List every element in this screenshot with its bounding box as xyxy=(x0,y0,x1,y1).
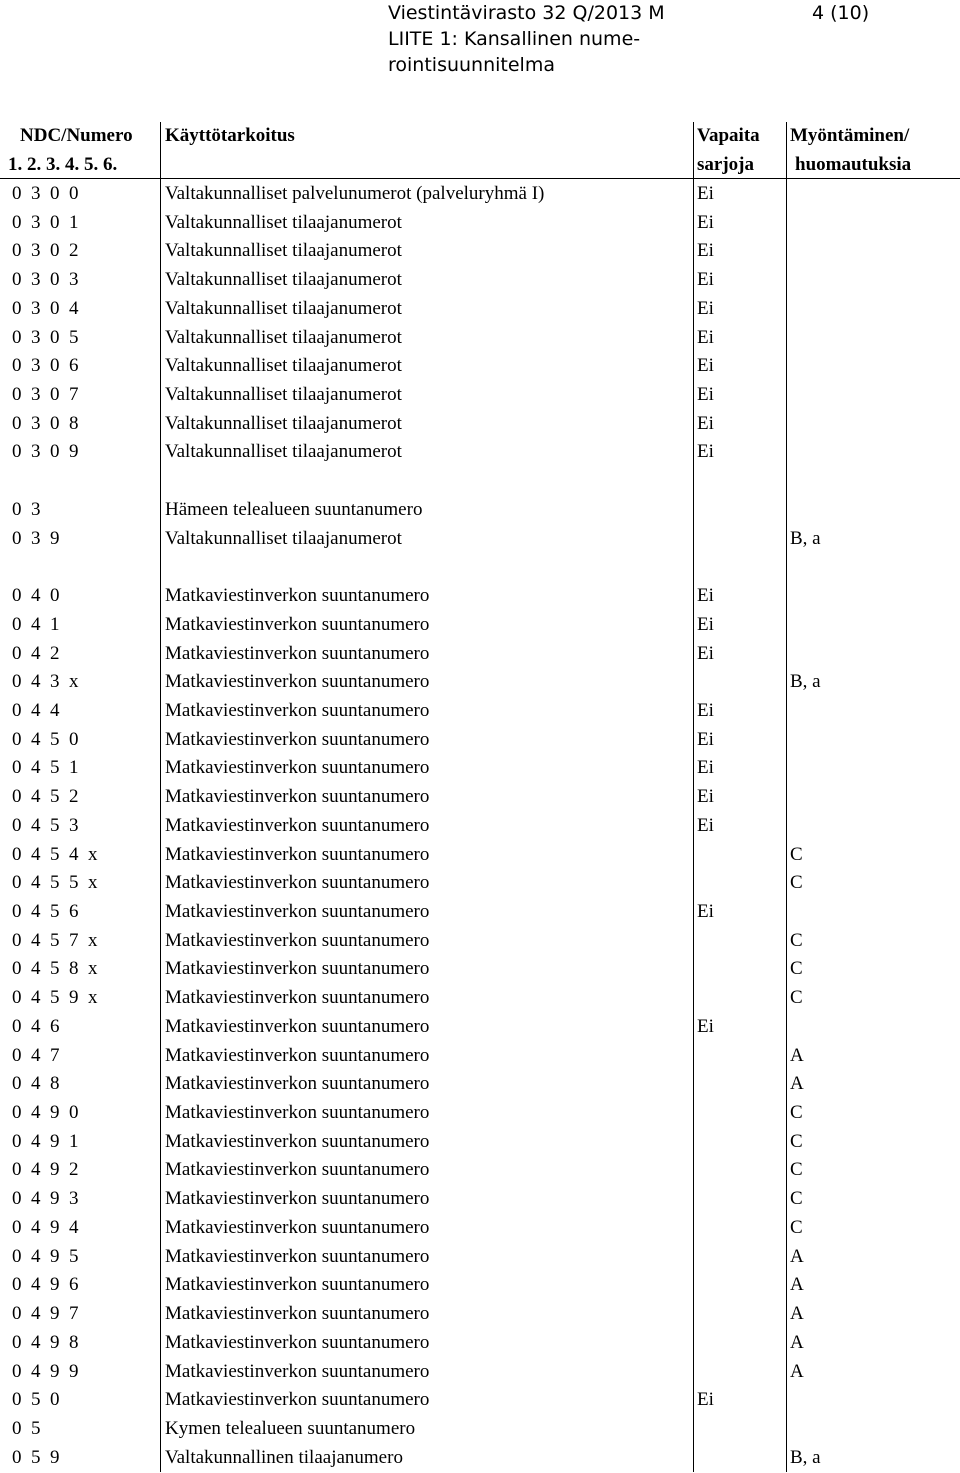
purpose-cell: Hämeen telealueen suuntanumero xyxy=(165,498,423,520)
free-series-cell: Ei xyxy=(697,814,714,836)
col-header-free-2: sarjoja xyxy=(697,154,754,175)
purpose-cell: Matkaviestinverkon suuntanumero xyxy=(165,843,430,865)
purpose-cell: Matkaviestinverkon suuntanumero xyxy=(165,1360,430,1382)
table-row xyxy=(0,955,960,984)
number-cell: 0 3 0 2 xyxy=(12,240,79,262)
table-row xyxy=(0,381,960,410)
purpose-cell: Matkaviestinverkon suuntanumero xyxy=(165,642,430,664)
purpose-cell: Valtakunnalliset tilaajanumerot xyxy=(165,269,402,291)
purpose-cell: Valtakunnalliset tilaajanumerot xyxy=(165,412,402,434)
remarks-cell: B, a xyxy=(790,527,821,549)
number-cell: 0 4 5 0 xyxy=(12,728,79,750)
table-row xyxy=(0,582,960,611)
free-series-cell: Ei xyxy=(697,183,714,204)
free-series-cell: Ei xyxy=(697,297,714,319)
table-row xyxy=(0,1042,960,1071)
free-series-cell: Ei xyxy=(697,412,714,434)
document-header xyxy=(388,0,665,78)
purpose-cell: Kymen telealueen suuntanumero xyxy=(165,1417,416,1439)
free-series-cell: Ei xyxy=(697,355,714,377)
free-series-cell: Ei xyxy=(697,613,714,635)
purpose-cell: Valtakunnalliset tilaajanumerot xyxy=(165,441,402,463)
number-cell: 0 4 5 5 x xyxy=(12,872,98,894)
table-row xyxy=(0,1415,960,1444)
remarks-cell: B, a xyxy=(790,671,821,693)
table-row xyxy=(0,209,960,238)
free-series-cell: Ei xyxy=(697,642,714,664)
table-row xyxy=(0,324,960,353)
number-cell: 0 3 9 xyxy=(12,527,60,549)
table-row xyxy=(0,754,960,783)
table-row xyxy=(0,352,960,381)
free-series-cell: Ei xyxy=(697,269,714,291)
table-row xyxy=(0,898,960,927)
table-row xyxy=(0,1271,960,1300)
number-cell: 0 4 2 xyxy=(12,642,60,664)
table-row xyxy=(0,697,960,726)
number-cell: 0 5 0 xyxy=(12,1389,60,1411)
remarks-cell: C xyxy=(790,1102,803,1124)
purpose-cell: Valtakunnalliset tilaajanumerot xyxy=(165,297,402,319)
number-cell: 0 4 7 xyxy=(12,1044,60,1066)
purpose-cell: Matkaviestinverkon suuntanumero xyxy=(165,1245,430,1267)
number-cell: 0 4 5 6 xyxy=(12,901,79,922)
table-row xyxy=(0,410,960,439)
free-series-cell: Ei xyxy=(697,901,714,922)
free-series-cell: Ei xyxy=(697,757,714,779)
table-row xyxy=(0,668,960,697)
purpose-cell: Matkaviestinverkon suuntanumero xyxy=(165,987,430,1009)
remarks-cell: A xyxy=(790,1245,804,1267)
remarks-cell: A xyxy=(790,1073,804,1095)
purpose-cell: Matkaviestinverkon suuntanumero xyxy=(165,671,430,693)
table-row xyxy=(0,640,960,669)
purpose-cell: Valtakunnallinen tilaajanumero xyxy=(165,1446,403,1468)
table-row xyxy=(0,1358,960,1387)
header-rule xyxy=(0,178,960,179)
table-row xyxy=(0,984,960,1013)
purpose-cell: Matkaviestinverkon suuntanumero xyxy=(165,613,430,635)
col-header-note: Myöntäminen/ xyxy=(790,125,910,146)
free-series-cell: Ei xyxy=(697,728,714,750)
number-cell: 0 3 0 8 xyxy=(12,412,79,434)
col-header-use: Käyttötarkoitus xyxy=(165,125,295,146)
remarks-cell: B, a xyxy=(790,1446,821,1468)
number-cell: 0 3 0 7 xyxy=(12,384,79,406)
remarks-cell: C xyxy=(790,1159,803,1181)
table-row xyxy=(0,841,960,870)
free-series-cell: Ei xyxy=(697,585,714,607)
purpose-cell: Matkaviestinverkon suuntanumero xyxy=(165,699,430,721)
table-row xyxy=(0,438,960,467)
purpose-cell: Matkaviestinverkon suuntanumero xyxy=(165,757,430,779)
purpose-cell: Valtakunnalliset tilaajanumerot xyxy=(165,527,402,549)
header-appendix: LIITE 1: Kansallinen nume- xyxy=(388,28,641,50)
table-row xyxy=(0,1329,960,1358)
purpose-cell: Matkaviestinverkon suuntanumero xyxy=(165,872,430,894)
number-cell: 0 4 0 xyxy=(12,585,60,607)
purpose-cell: Matkaviestinverkon suuntanumero xyxy=(165,1331,430,1353)
purpose-cell: Matkaviestinverkon suuntanumero xyxy=(165,1159,430,1181)
table-row xyxy=(0,1099,960,1128)
free-series-cell: Ei xyxy=(697,1015,714,1037)
free-series-cell: Ei xyxy=(697,211,714,233)
purpose-cell: Matkaviestinverkon suuntanumero xyxy=(165,958,430,980)
purpose-cell: Valtakunnalliset tilaajanumerot xyxy=(165,326,402,348)
free-series-cell: Ei xyxy=(697,786,714,808)
table-row xyxy=(0,525,960,554)
purpose-cell: Matkaviestinverkon suuntanumero xyxy=(165,1389,430,1411)
free-series-cell: Ei xyxy=(697,384,714,406)
remarks-cell: A xyxy=(790,1303,804,1325)
table-row xyxy=(0,496,960,525)
number-cell: 0 4 4 xyxy=(12,699,60,721)
table-row xyxy=(0,869,960,898)
remarks-cell: A xyxy=(790,1331,804,1353)
number-cell: 0 3 0 3 xyxy=(12,269,79,291)
free-series-cell: Ei xyxy=(697,1389,714,1411)
purpose-cell: Matkaviestinverkon suuntanumero xyxy=(165,786,430,808)
remarks-cell: C xyxy=(790,872,803,894)
page-number: 4 (10) xyxy=(812,2,870,24)
number-cell: 0 3 0 5 xyxy=(12,326,79,348)
table-row xyxy=(0,295,960,324)
remarks-cell: C xyxy=(790,1188,803,1210)
remarks-cell: C xyxy=(790,929,803,951)
table-row xyxy=(0,611,960,640)
number-cell: 0 4 6 xyxy=(12,1015,60,1037)
number-cell: 0 5 xyxy=(12,1417,41,1439)
free-series-cell: Ei xyxy=(697,240,714,262)
number-cell: 0 4 9 8 xyxy=(12,1331,79,1353)
number-cell: 0 4 1 xyxy=(12,613,60,635)
number-cell: 0 5 9 xyxy=(12,1446,60,1468)
purpose-cell: Matkaviestinverkon suuntanumero xyxy=(165,585,430,607)
remarks-cell: A xyxy=(790,1274,804,1296)
remarks-cell: C xyxy=(790,958,803,980)
table-row xyxy=(0,266,960,295)
number-cell: 0 3 0 0 xyxy=(12,183,79,204)
number-cell: 0 4 3 x xyxy=(12,671,79,693)
purpose-cell: Matkaviestinverkon suuntanumero xyxy=(165,1216,430,1238)
free-series-cell: Ei xyxy=(697,326,714,348)
table-row xyxy=(0,1070,960,1099)
table-row xyxy=(0,1243,960,1272)
purpose-cell: Valtakunnalliset tilaajanumerot xyxy=(165,355,402,377)
header-title: Viestintävirasto 32 Q/2013 M xyxy=(388,2,665,24)
purpose-cell: Matkaviestinverkon suuntanumero xyxy=(165,1274,430,1296)
purpose-cell: Matkaviestinverkon suuntanumero xyxy=(165,728,430,750)
purpose-cell: Matkaviestinverkon suuntanumero xyxy=(165,1015,430,1037)
col-header-free: Vapaita xyxy=(697,125,760,146)
purpose-cell: Matkaviestinverkon suuntanumero xyxy=(165,901,430,922)
number-cell: 0 4 9 0 xyxy=(12,1102,79,1124)
purpose-cell: Valtakunnalliset tilaajanumerot xyxy=(165,211,402,233)
number-cell: 0 4 9 4 xyxy=(12,1216,79,1238)
remarks-cell: C xyxy=(790,1130,803,1152)
number-cell: 0 4 9 6 xyxy=(12,1274,79,1296)
remarks-cell: A xyxy=(790,1360,804,1382)
remarks-cell: C xyxy=(790,1216,803,1238)
purpose-cell: Valtakunnalliset tilaajanumerot xyxy=(165,240,402,262)
number-cell: 0 4 5 1 xyxy=(12,757,79,779)
table-row xyxy=(0,812,960,841)
number-cell: 0 4 5 7 x xyxy=(12,929,98,951)
table-row xyxy=(0,783,960,812)
header-appendix-cont: rointisuunnitelma xyxy=(388,54,555,76)
number-cell: 0 4 5 2 xyxy=(12,786,79,808)
purpose-cell: Matkaviestinverkon suuntanumero xyxy=(165,814,430,836)
table-row xyxy=(0,1214,960,1243)
purpose-cell: Matkaviestinverkon suuntanumero xyxy=(165,1188,430,1210)
table-row xyxy=(0,553,960,582)
number-cell: 0 3 0 1 xyxy=(12,211,79,233)
col-header-note-2: huomautuksia xyxy=(795,154,912,175)
number-cell: 0 4 9 3 xyxy=(12,1188,79,1210)
number-cell: 0 4 9 1 xyxy=(12,1130,79,1152)
table-row xyxy=(0,1300,960,1329)
table-row xyxy=(0,1444,960,1473)
remarks-cell: C xyxy=(790,843,803,865)
table-row xyxy=(0,927,960,956)
number-cell: 0 4 5 9 x xyxy=(12,987,98,1009)
number-cell: 0 4 5 3 xyxy=(12,814,79,836)
purpose-cell: Matkaviestinverkon suuntanumero xyxy=(165,1044,430,1066)
table-row xyxy=(0,1156,960,1185)
table-row xyxy=(0,1386,960,1415)
remarks-cell: C xyxy=(790,987,803,1009)
number-cell: 0 3 0 4 xyxy=(12,297,79,319)
purpose-cell: Valtakunnalliset tilaajanumerot xyxy=(165,384,402,406)
table-row xyxy=(0,467,960,496)
purpose-cell: Matkaviestinverkon suuntanumero xyxy=(165,1130,430,1152)
number-cell: 0 4 9 2 xyxy=(12,1159,79,1181)
table-row xyxy=(0,1013,960,1042)
col-header-ndc: NDC/Numero xyxy=(20,125,133,146)
number-cell: 0 4 9 5 xyxy=(12,1245,79,1267)
table-row xyxy=(0,1185,960,1214)
remarks-cell: A xyxy=(790,1044,804,1066)
number-cell: 0 3 0 9 xyxy=(12,441,79,463)
free-series-cell: Ei xyxy=(697,699,714,721)
purpose-cell: Valtakunnalliset palvelunumerot (palveluryhmä I) xyxy=(165,183,545,204)
table-row xyxy=(0,1128,960,1157)
purpose-cell: Matkaviestinverkon suuntanumero xyxy=(165,929,430,951)
number-cell: 0 4 9 7 xyxy=(12,1303,79,1325)
table-row xyxy=(0,180,960,209)
number-cell: 0 3 xyxy=(12,498,41,520)
number-cell: 0 4 5 8 x xyxy=(12,958,98,980)
table-row xyxy=(0,237,960,266)
number-cell: 0 4 9 9 xyxy=(12,1360,79,1382)
purpose-cell: Matkaviestinverkon suuntanumero xyxy=(165,1073,430,1095)
purpose-cell: Matkaviestinverkon suuntanumero xyxy=(165,1303,430,1325)
number-cell: 0 4 8 xyxy=(12,1073,60,1095)
number-cell: 0 4 5 4 x xyxy=(12,843,98,865)
col-header-digits: 1. 2. 3. 4. 5. 6. xyxy=(8,154,118,175)
table-row xyxy=(0,726,960,755)
free-series-cell: Ei xyxy=(697,441,714,463)
purpose-cell: Matkaviestinverkon suuntanumero xyxy=(165,1102,430,1124)
number-cell: 0 3 0 6 xyxy=(12,355,79,377)
